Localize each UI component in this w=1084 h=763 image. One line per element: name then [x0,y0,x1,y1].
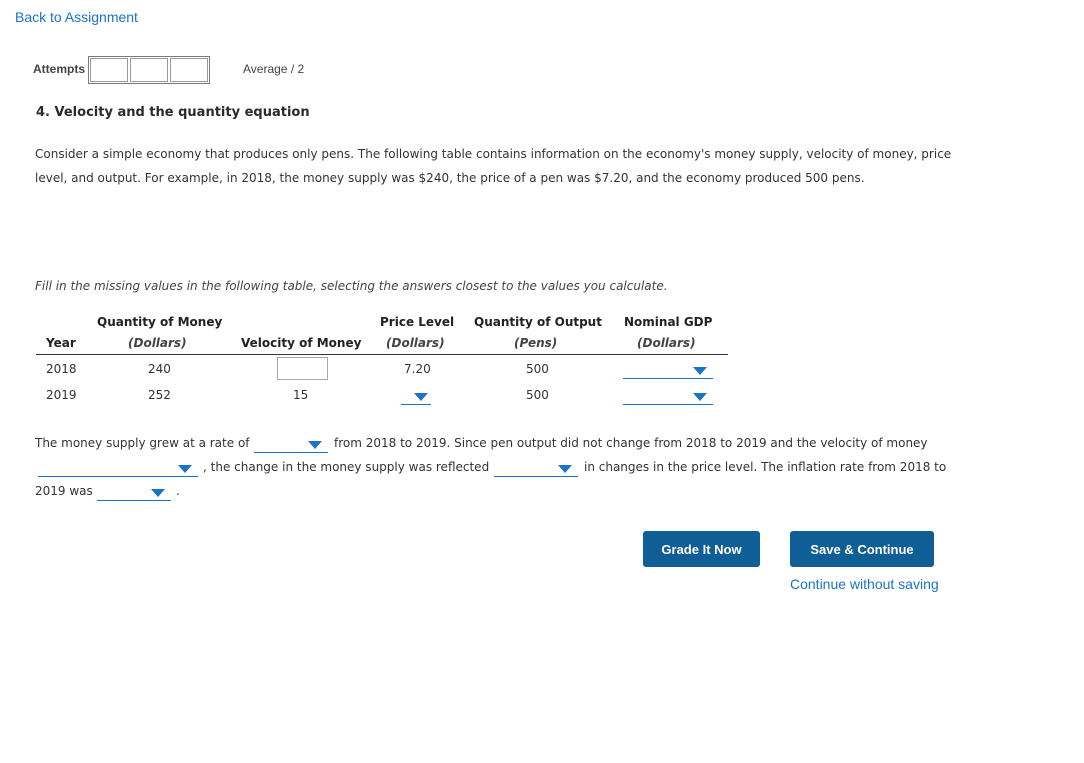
header-quantity-output: Quantity of Output [474,315,602,329]
header-quantity-money-unit: (Dollars) [128,336,187,350]
fill-text-6: . [176,484,180,498]
header-price-level-unit: (Dollars) [386,336,445,350]
intro-line-1: Consider a simple economy that produces only pens. The following table contains information on the economy's money supply, velocity of money, price [35,147,952,161]
row-2018-year: 2018 [46,362,77,376]
average-score [243,62,304,76]
row-2018-money: 240 [148,362,171,376]
chevron-down-icon [178,465,192,473]
average-value: / 2 [290,62,305,76]
gdp-2018-dropdown[interactable] [623,364,713,379]
attempt-box-2 [130,58,168,82]
average-label: Average [243,62,288,76]
reflection-dropdown[interactable] [494,462,578,477]
continue-without-saving-link[interactable]: Continue without saving [790,576,939,592]
header-nominal-gdp: Nominal GDP [624,315,713,329]
gdp-2019-dropdown[interactable] [623,390,713,405]
back-to-assignment-link[interactable]: Back to Assignment [15,9,138,25]
chevron-down-icon [151,489,165,497]
inflation-rate-dropdown[interactable] [97,486,171,501]
intro-line-2: level, and output. For example, in 2018, the money supply was $240, the price of a pen was $7.20, and the economy produced 500 pens. [35,171,865,185]
fill-text-1: The money supply grew at a rate of [35,436,250,450]
row-2019-output: 500 [526,388,549,402]
table-instruction: Fill in the missing values in the following table, selecting the answers closest to the values you calculate. [35,279,668,293]
row-2018-output: 500 [526,362,549,376]
chevron-down-icon [693,367,707,375]
fill-text-2: from 2018 to 2019. Since pen output did not change from 2018 to 2019 and the velocity of money [334,436,928,450]
question-intro [35,142,975,190]
chevron-down-icon [308,441,322,449]
grade-it-now-button[interactable]: Grade It Now [643,531,760,567]
price-2019-dropdown[interactable] [401,390,431,405]
attempt-box-1 [90,58,128,82]
row-2018-price: 7.20 [404,362,431,376]
chevron-down-icon [693,393,707,401]
attempts-indicator [88,56,210,84]
attempt-box-3 [170,58,208,82]
row-2019-velocity: 15 [293,388,309,402]
save-continue-button[interactable]: Save & Continue [790,531,934,567]
header-nominal-gdp-unit: (Dollars) [637,336,696,350]
table-header-divider [36,354,728,355]
money-growth-rate-dropdown[interactable] [254,438,328,453]
attempts-label: Attempts [33,62,86,76]
row-2019-year: 2019 [46,388,77,402]
header-quantity-output-unit: (Pens) [514,336,558,350]
velocity-2018-input[interactable] [277,357,328,380]
chevron-down-icon [558,465,572,473]
header-velocity: Velocity of Money [241,336,362,350]
chevron-down-icon [414,393,428,401]
fill-text-5: 2019 was [35,484,93,498]
header-price-level: Price Level [380,315,455,329]
fill-text-4: in changes in the price level. The inflation rate from 2018 to [584,460,947,474]
header-quantity-money: Quantity of Money [97,315,223,329]
velocity-change-dropdown[interactable] [38,462,198,477]
question-title: 4. Velocity and the quantity equation [36,105,310,120]
header-year: Year [46,336,76,350]
fill-text-3: , the change in the money supply was reflected [203,460,490,474]
row-2019-money: 252 [148,388,171,402]
